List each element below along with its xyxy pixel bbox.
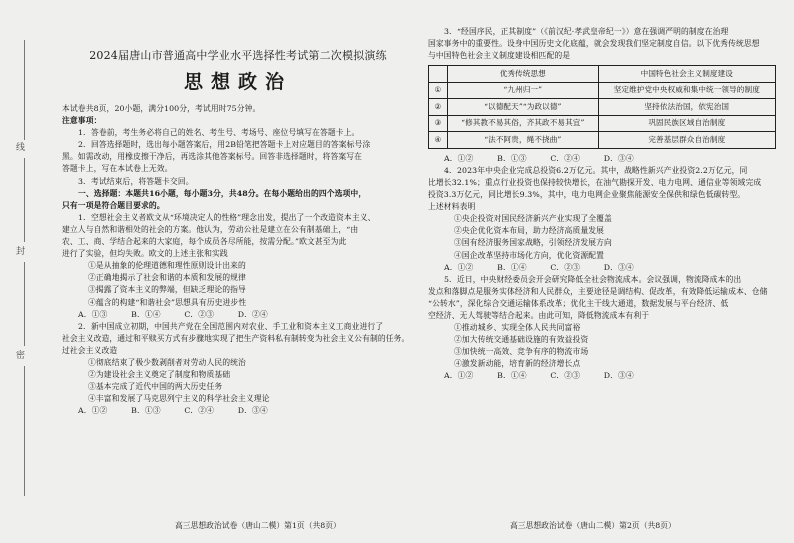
exam-info: 本试卷共8页，20小题，满分100分，考试用时75分钟。 (62, 104, 261, 113)
row-number: ④ (429, 132, 448, 149)
question-text: 比增长32.1%；重点行业投资也保持较快增长，在油气勘探开发、电力电网、通信业等领域完成 (428, 177, 762, 187)
traditional-thought: “九州归一” (448, 82, 599, 99)
traditional-thought: “修其教不易其俗，齐其政不易其宜” (448, 115, 599, 132)
statement-option: ③加快统一高效、竞争有序的物流市场 (454, 347, 589, 357)
statement-option: ①彻底结束了极少数剥削者对劳动人民的统治 (88, 357, 246, 367)
row-number: ① (429, 82, 448, 99)
section-heading: 一、选择题：本题共16小题，每小题3分，共48分。在每小题给出的四个选项中， (78, 188, 367, 198)
binding-label-line: 线 (16, 143, 26, 153)
notice-item: 3．考试结束后，将答题卡交回。 (78, 176, 194, 186)
statement-option: ①推动城乡、实现全体人民共同富裕 (454, 323, 581, 333)
statement-option: ③揭露了资本主义的弊端，但缺乏理论的指导 (88, 285, 246, 295)
question-text: 过社会主义改造 (62, 345, 118, 355)
statement-option: ④蕴含的构建“和谐社会”思想具有历史进步性 (88, 297, 247, 307)
binding-line (24, 262, 25, 346)
table-row (429, 132, 776, 149)
statement-option: ②正确地揭示了社会和谐的本质和发展的规律 (88, 273, 246, 283)
right-column (428, 26, 780, 383)
subject-title: 思想政治 (183, 71, 292, 93)
table-row (429, 82, 776, 99)
binding-label-seal: 封 (16, 247, 26, 257)
matching-table (428, 65, 776, 149)
table-header-cell: 中国特色社会主义制度建设 (598, 66, 775, 83)
traditional-thought: “以德配天”“为政以德” (448, 99, 599, 116)
table-header-row (429, 66, 776, 83)
question-text: 2．新中国成立初期，中国共产党在全国范围内对农业、手工业和资本主义工商业进行了 (78, 321, 384, 331)
question-text: 4．2023年中央企业完成总投资6.2万亿元。其中，战略性新兴产业投资2.2万亿元，同 (444, 165, 748, 175)
binding-label-secret: 密 (16, 351, 26, 361)
binding-line (24, 158, 25, 242)
left-column (62, 26, 414, 417)
question-text: 进行了实验，但均失败。欧文的上述主张和实践 (62, 249, 228, 259)
statement-option: ②央企优化资本布局，助力经济高质量发展 (454, 226, 605, 236)
system-construction: 坚持依法治国，依宪治国 (598, 99, 775, 116)
question-text: 发点和落脚点是服务实体经济和人民群众，主要途径是调结构、促改革，有效降低运输成本、仓储 (428, 286, 768, 296)
table-row (429, 99, 776, 116)
question-text: 国家事务中的重要性。设身中国历史文化底蕴，就会发现我们坚定制度自信。以下优秀传统思想 (428, 39, 760, 49)
question-text: 社会主义改造，通过和平赎买方式有步骤地实现了把生产资料私有制转变为社会主义公有制的任务。 (62, 333, 410, 343)
question-text: 建立人与自然和谐相处的社会的方案。他认为，劳动公社是建立在公有制基础上，“由 (62, 224, 359, 234)
binding-margin (2, 40, 52, 500)
question-text: 投资3.3万亿元，同比增长9.3%，其中，电力电网企业聚焦能源安全保供和绿色低碳转型。 (428, 190, 746, 200)
system-construction: 巩固民族区域自治制度 (598, 115, 775, 132)
answer-choices: A．①② B．①④ C．②③ D．③④ (444, 262, 634, 272)
answer-choices: A．①② B．①③ C．②④ D．③④ (78, 406, 268, 416)
statement-option: ①央企投资对国民经济新兴产业实现了全覆盖 (454, 214, 612, 224)
statement-option: ④激发新动能，培育新的经济增长点 (454, 359, 581, 369)
traditional-thought: “法不阿贵，绳不挠曲” (448, 132, 599, 149)
answer-choices: A．①② B．①④ C．②③ D．③④ (444, 371, 634, 381)
page-footer-left: 高三思想政治试卷（唐山二模）第1页（共8页） (175, 521, 341, 530)
notice-item: 1．答卷前，考生务必将自己的姓名、考生号、考场号、座位号填写在答题卡上。 (78, 128, 360, 138)
statement-option: ①是从抽象的伦理道德和理性原则设计出来的 (88, 261, 246, 271)
question-text: 农、工、商、学结合起来的大家庭，每个成员各尽所能，按需分配。”欧文甚至为此 (62, 237, 347, 247)
question-text: 与中国特色社会主义制度建设相匹配的是 (428, 51, 571, 61)
binding-line (24, 366, 25, 496)
notice-item: 答题卡上，写在本试卷上无效。 (62, 164, 173, 174)
system-construction: 完善基层群众自治制度 (598, 132, 775, 149)
notice-item: 黑。如需改动，用橡皮擦干净后，再选涂其他答案标号。回答非选择题时，将答案写在 (62, 152, 363, 162)
statement-option: ②为建设社会主义奠定了制度和物质基础 (88, 370, 231, 380)
question-text: 5．近日，中央财经委员会开会研究降低全社会物流成本。会议强调，物流降成本的出 (444, 274, 742, 284)
question-text: 空经济、无人驾驶等结合起来。由此可知，降低物流成本有利于 (428, 311, 650, 320)
row-number: ② (429, 99, 448, 116)
question-text: 3．“经国序民，正其制度”（《前汉纪·孝武皇帝纪一》）意在强调严明的制度在治理 (444, 27, 729, 36)
page-footer-right: 高三思想政治试卷（唐山二模）第2页（共8页） (510, 521, 676, 530)
statement-option: ③国有经济服务国家战略，引领经济发展方向 (454, 238, 612, 248)
statement-option: ④国企改革坚持市场化方向，优化资源配置 (454, 250, 605, 260)
question-text: “公转水”，深化综合交通运输体系改革；优化主干线大通道，数据发展与平台经济、低 (428, 298, 729, 308)
table-row (429, 115, 776, 132)
statement-option: ④丰富和发展了马克思列宁主义的科学社会主义理论 (88, 394, 270, 404)
statement-option: ③基本完成了近代中国的两大历史任务 (88, 382, 223, 392)
question-text: 1．空想社会主义者欧文从“环境决定人的性格”理念出发，提出了一个改造资本主义、 (78, 212, 376, 222)
section-heading: 只有一项是符合题目要求的。 (62, 200, 165, 210)
table-header-cell (429, 66, 448, 83)
row-number: ③ (429, 115, 448, 132)
answer-choices: A．①② B．①③ C．②④ D．③④ (444, 153, 634, 163)
table-header-cell: 优秀传统思想 (448, 66, 599, 83)
system-construction: 坚定维护党中央权威和集中统一领导的制度 (598, 82, 775, 99)
exam-title: 2024届唐山市普通高中学业水平选择性考试第二次模拟演练 (89, 49, 387, 62)
notice-item: 2．回答选择题时，选出每小题答案后，用2B铅笔把答题卡上对应题目的答案标号涂 (78, 140, 371, 150)
notice-heading: 注意事项： (62, 116, 102, 126)
statement-option: ②加大传统交通基础设施的有效益投资 (454, 335, 589, 345)
binding-line (24, 40, 25, 140)
answer-choices: A．①③ B．①④ C．②③ D．②④ (78, 309, 268, 319)
question-text: 上述材料表明 (428, 202, 476, 212)
